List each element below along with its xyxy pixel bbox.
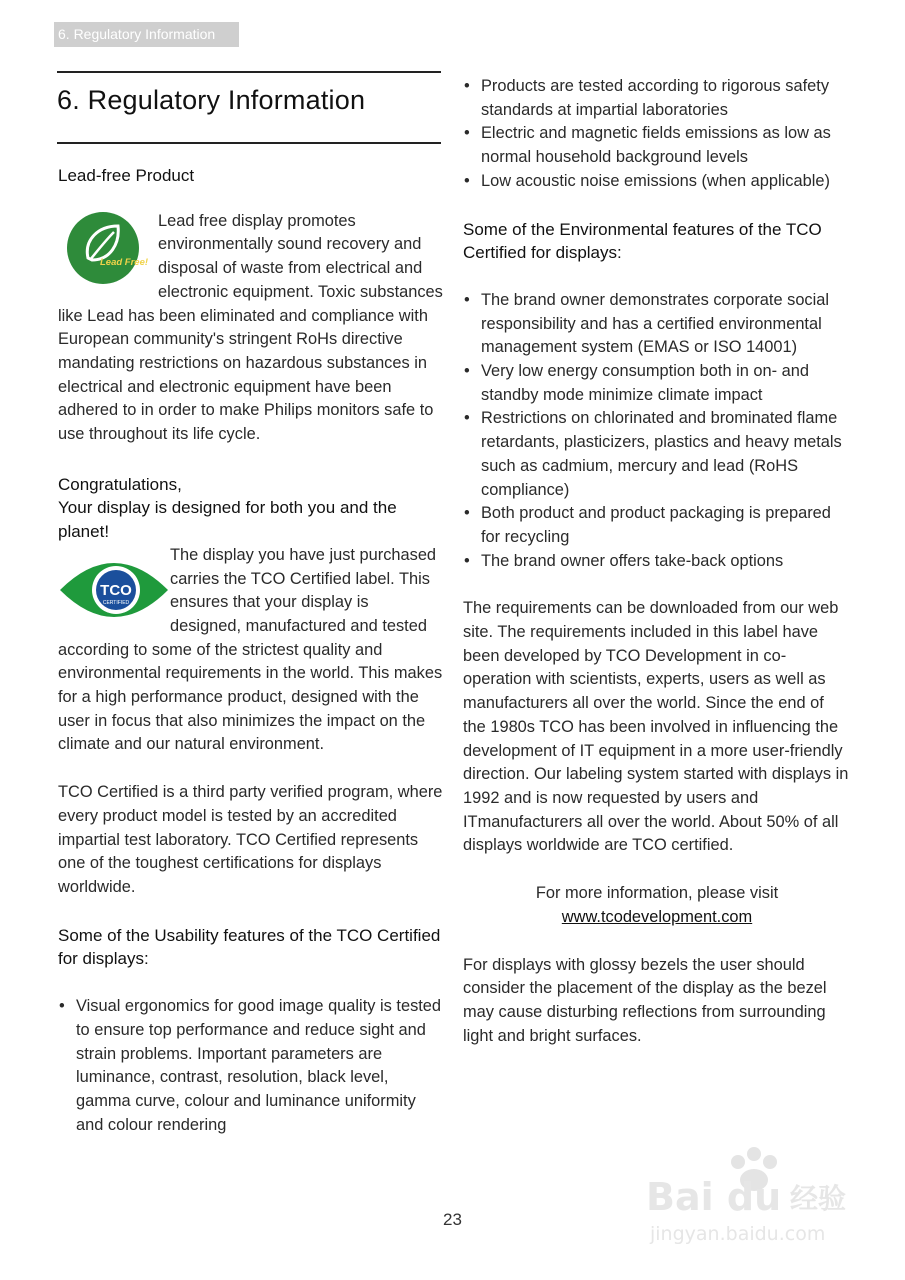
tco-logo-text: TCO — [100, 581, 132, 599]
congrats-line1: Congratulations, — [58, 474, 182, 494]
list-item: • The brand owner offers take-back options — [463, 550, 851, 574]
congrats-line2: Your display is designed for both you and the planet! — [58, 498, 397, 542]
environmental-list — [463, 289, 851, 573]
list-item: • Products are tested according to rigorous safety standards at impartial laboratories — [463, 75, 851, 122]
requirements-paragraph: The requirements can be downloaded from our web site. The requirements included in this label have been developed by TCO Development in co-operation with scientists, experts, users as well as manufacturers all over the world. Since the end of the 1980s TCO has been involved in influencing the development of IT equipment in a more user-friendly direction. Our labeling system started with displays in 1992 and is now requested by users and ITmanufacturers all over the world. About 50% of all displays worldwide are TCO certified. — [463, 599, 849, 855]
link-wrapper — [463, 906, 851, 930]
list-item: • Restrictions on chlorinated and brominated flame retardants, plasticizers, plastics and heavy metals such as cadmium, mercury and lead (RoHS compliance) — [463, 407, 851, 502]
environmental-heading: Some of the Environmental features of the TCO Certified for displays: — [463, 219, 822, 263]
usability-list-continued — [463, 75, 851, 194]
lead-free-logo — [66, 210, 150, 288]
baidu-watermark — [640, 1140, 860, 1250]
list-item: • Both product and product packaging is prepared for recycling — [463, 502, 851, 549]
right-column — [463, 75, 851, 1048]
tco-section — [58, 544, 443, 757]
list-item: • Electric and magnetic fields emissions as low as normal household background levels — [463, 122, 851, 169]
title-rule-top — [57, 71, 441, 73]
lead-free-heading: Lead-free Product — [58, 166, 195, 185]
usability-list — [58, 995, 443, 1137]
usability-heading: Some of the Usability features of the TCO Certified for displays: — [58, 925, 441, 969]
watermark-url: jingyan.baidu.com — [650, 1223, 826, 1245]
header-tab: 6. Regulatory Information — [54, 22, 239, 47]
tco-paragraph: The display you have just purchased carries the TCO Certified label. This ensures that your display is designed, manufactured and tested according to some of the strictest quality and environmental requirements in the world. This makes for a high performance product, designed with the user in focus that also minimizes the impact on the climate and our natural environment. — [58, 545, 443, 754]
list-item: • Low acoustic noise emissions (when applicable) — [463, 170, 851, 194]
tco-certified-logo — [58, 550, 170, 630]
tco-program-paragraph: TCO Certified is a third party verified program, where every product model is tested by an accredited impartial test laboratory. TCO Certified represents one of the toughest certifications for displays worldwide. — [58, 783, 443, 896]
tco-website-link[interactable]: www.tcodevelopment.com — [561, 907, 753, 926]
tco-logo-subtext: CERTIFIED — [102, 599, 130, 606]
lead-free-logo-text: Lead Free! — [100, 256, 149, 268]
watermark-cn: 经验 — [790, 1182, 847, 1215]
list-item: • Visual ergonomics for good image quality is tested to ensure top performance and reduce sight and strain problems. Important parameters are luminance, contrast, resolution, black level, gamma curve, colour and luminance uniformity and colour rendering — [58, 995, 443, 1137]
list-item: • Very low energy consumption both in on- and standby mode minimize climate impact — [463, 360, 851, 407]
left-column — [58, 164, 443, 1137]
watermark-brand: Bai du — [646, 1175, 782, 1219]
lead-free-section — [58, 210, 443, 447]
lead-free-paragraph: Lead free display promotes environmentally sound recovery and disposal of waste from electrical and electronic equipment. Toxic substances like Lead has been eliminated and compliance with European community's stringent RoHs directive mandating restrictions on hazardous substances in electrical and electronic equipment have been adhered to in order to make Philips monitors safe to use throughout its life cycle. — [58, 211, 443, 444]
lead-free-logo-circle — [67, 212, 139, 284]
list-item: • The brand owner demonstrates corporate social responsibility and has a certified environmental management system (EMAS or ISO 14001) — [463, 289, 851, 360]
page-title: 6. Regulatory Information — [57, 85, 366, 115]
page-number: 23 — [443, 1210, 462, 1229]
title-rule-bottom — [57, 142, 441, 144]
glossy-paragraph: For displays with glossy bezels the user should consider the placement of the display as the bezel may cause disturbing reflections from surrounding light and bright surfaces. — [463, 955, 827, 1045]
more-info-text: For more information, please visit — [535, 884, 779, 903]
